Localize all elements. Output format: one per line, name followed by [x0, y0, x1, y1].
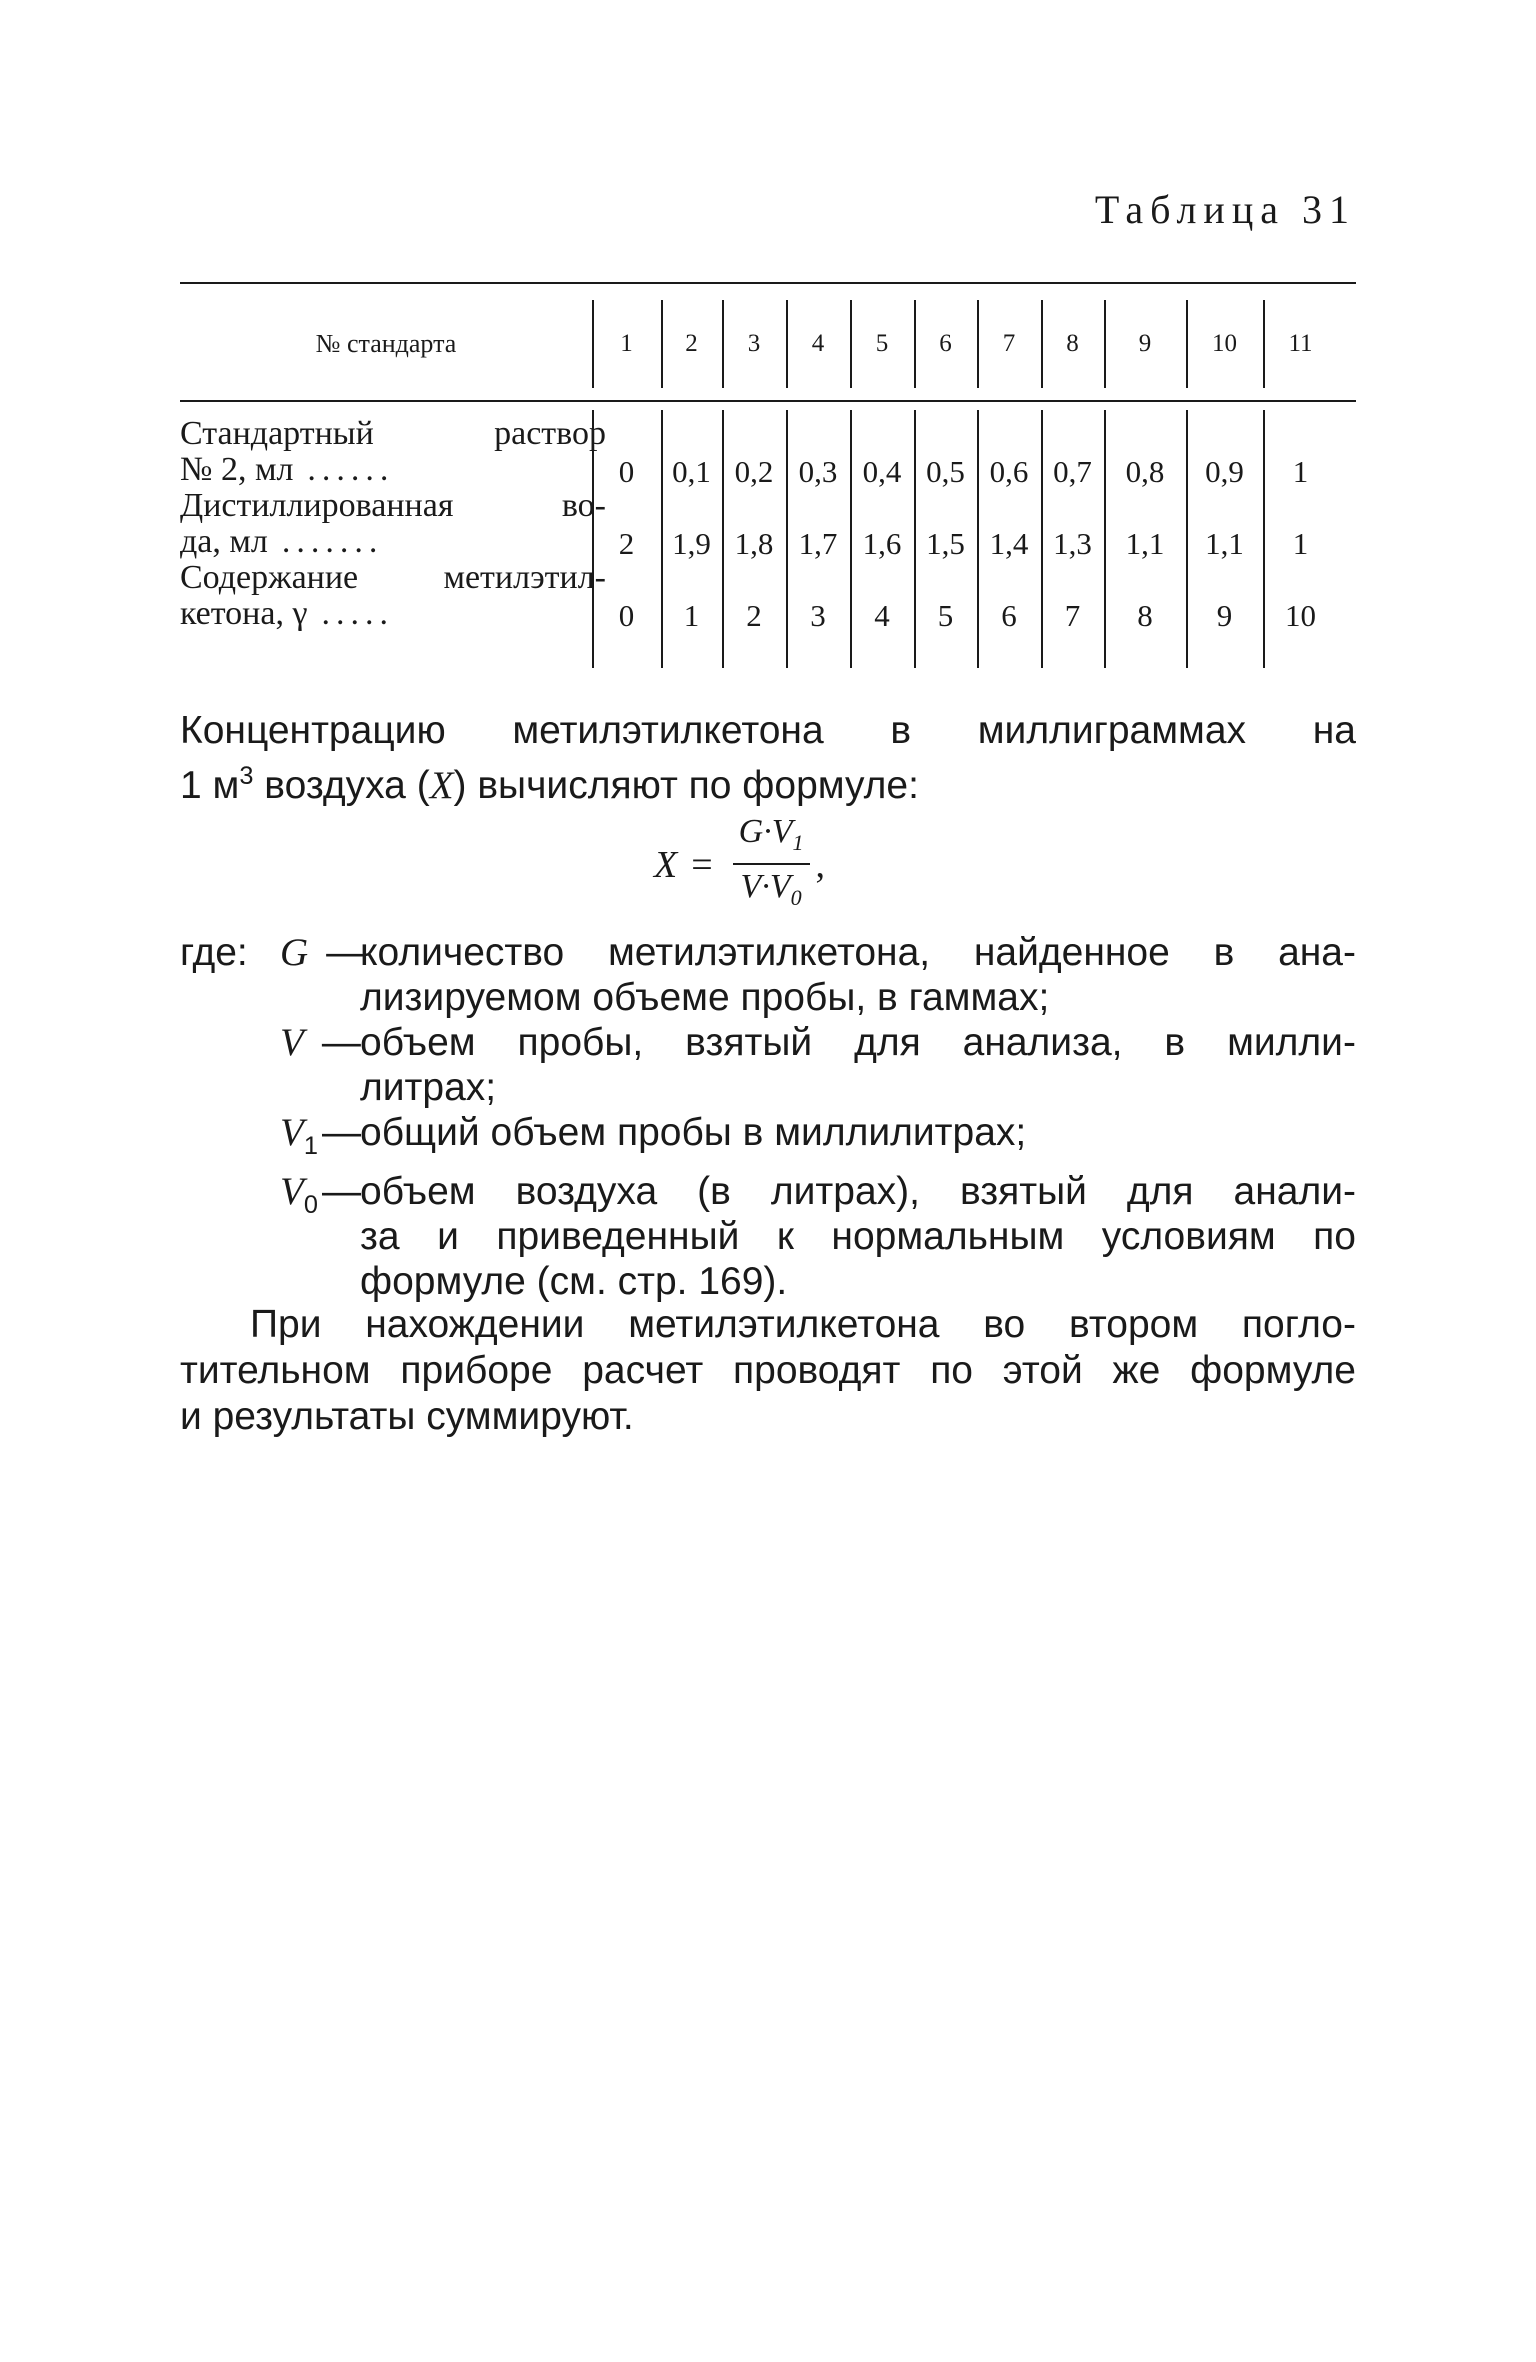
- word: в: [890, 709, 912, 752]
- table-cell: 1: [1292, 454, 1309, 489]
- word: формуле: [1190, 1349, 1356, 1392]
- definition-line: [360, 1214, 1356, 1259]
- word: к: [776, 1214, 794, 1258]
- paragraph-2-line: [180, 1302, 1356, 1347]
- table-cell: 1,9: [672, 526, 711, 561]
- table-cell: 0,6: [989, 454, 1029, 489]
- word: взятый: [685, 1021, 813, 1064]
- word: по: [930, 1349, 973, 1392]
- word: и результаты суммируют.: [180, 1395, 634, 1438]
- table-cell: 1: [683, 598, 700, 633]
- table-cell: 2: [618, 526, 635, 561]
- word: условиям: [1101, 1214, 1276, 1258]
- word: объем: [360, 1169, 476, 1213]
- definition-line: [360, 975, 1356, 1020]
- word: лизируемом объеме пробы, в гаммах;: [360, 976, 1050, 1019]
- word: метилэтилкетона: [512, 709, 824, 752]
- word: найденное: [973, 931, 1170, 974]
- definition-line: [360, 1110, 1356, 1155]
- definition-dash: —: [326, 931, 366, 974]
- table-col-header: 6: [939, 330, 952, 357]
- table-cell: 0,3: [798, 454, 838, 489]
- table-cell: 6: [1001, 598, 1017, 633]
- word: на: [1312, 709, 1356, 752]
- definition-text: [360, 930, 1356, 1020]
- table-cell: 0,8: [1125, 454, 1165, 489]
- table-row-label: [180, 416, 606, 488]
- variable-definitions: [180, 930, 1356, 1304]
- paragraph-1-line-2: 1 $м^3$ воздуха (X) вычисляют по формуле:: [180, 762, 919, 807]
- row-label-word: раствор: [494, 415, 606, 452]
- word: объем: [360, 1021, 476, 1064]
- table-row-label: [180, 560, 606, 632]
- word: анали-: [1233, 1169, 1356, 1213]
- row-label-leader: .......: [281, 524, 384, 560]
- table-cell: 8: [1137, 598, 1153, 633]
- definition-text: [360, 1110, 1356, 1169]
- word: погло-: [1241, 1303, 1356, 1346]
- definition-symbol: V: [280, 1111, 304, 1154]
- word: взятый: [959, 1169, 1087, 1213]
- formula: X = $\frac{G\cdot V_1}{V\cdot V_0}$ ,: [654, 810, 825, 920]
- table-cell: 1,1: [1125, 526, 1165, 561]
- word: расчет: [582, 1349, 704, 1392]
- word: втором: [1068, 1303, 1199, 1346]
- word: литрах),: [770, 1169, 920, 1213]
- definition-line: [360, 1020, 1356, 1065]
- table-col-header: 2: [685, 330, 698, 357]
- table-cell: 7: [1064, 598, 1081, 633]
- table-col-header: 5: [875, 330, 889, 357]
- row-label-text: кетона, γ: [180, 595, 308, 632]
- table-cell: 9: [1216, 598, 1233, 633]
- definition-line: [360, 1065, 1356, 1110]
- definition-dash: —: [321, 1021, 361, 1064]
- table-rule-header: [180, 400, 1356, 402]
- table-cell: 1,6: [862, 526, 902, 561]
- row-label-text: да, мл: [180, 523, 268, 560]
- definition-symbol: V: [280, 1169, 304, 1213]
- word: воздуха: [515, 1169, 658, 1213]
- table-cell: 1,4: [989, 526, 1029, 561]
- table-cell: 1,3: [1053, 526, 1092, 561]
- table-col-header: 3: [747, 330, 761, 357]
- table-cell: 10: [1285, 598, 1316, 633]
- table-cell: 4: [874, 598, 890, 633]
- row-label-leader: .....: [321, 596, 394, 632]
- definition-dash: —: [321, 1111, 361, 1154]
- row-label-word: метилэтил-: [443, 559, 606, 596]
- word: в: [1164, 1021, 1186, 1064]
- word: ана-: [1278, 931, 1356, 974]
- word: нахождении: [365, 1303, 585, 1346]
- word: нормальным: [831, 1214, 1065, 1258]
- word: Концентрацию: [180, 709, 446, 752]
- formula-fraction: $\frac{G\cdot V_1}{V\cdot V_0}$: [731, 812, 812, 918]
- table-cell: 1,8: [734, 526, 774, 561]
- table-col-header: 7: [1002, 330, 1016, 357]
- word: приборе: [400, 1349, 553, 1392]
- table-cell: 0,2: [734, 454, 774, 489]
- word: приведенный: [496, 1214, 740, 1258]
- where-label: где:: [180, 931, 248, 974]
- table-caption: Таблица 31: [1094, 187, 1356, 232]
- table-cell: 1,1: [1205, 526, 1244, 561]
- definition-subscript: 0: [303, 1190, 318, 1219]
- word: При: [250, 1303, 322, 1346]
- row-label-word: Содержание: [180, 559, 359, 596]
- definition-row: [180, 1020, 1356, 1110]
- definition-line: [360, 930, 1356, 975]
- table-cell: 1,7: [798, 526, 838, 561]
- row-label-word: Дистиллированная: [180, 487, 454, 524]
- word: в: [1213, 931, 1235, 974]
- table-cell: 5: [937, 598, 954, 633]
- standards-table: [180, 282, 1356, 674]
- word: этой: [1002, 1349, 1083, 1392]
- table-col-header: 1: [620, 330, 633, 357]
- table-cell: 0,7: [1053, 454, 1092, 489]
- word: (в: [697, 1169, 731, 1213]
- word: тительном: [180, 1349, 371, 1392]
- table-cell: 0,1: [672, 454, 711, 489]
- definition-row: [180, 1169, 1356, 1304]
- word: по: [1313, 1214, 1356, 1258]
- word: и: [437, 1214, 459, 1258]
- row-label-leader: ......: [307, 452, 395, 488]
- table-rule-top: [180, 282, 1356, 284]
- table-cell: 1: [1292, 526, 1309, 561]
- definition-key: [180, 930, 366, 1020]
- word: метилэтилкетона,: [607, 931, 931, 974]
- table-cell: 1,5: [926, 526, 965, 561]
- definition-text: [360, 1169, 1356, 1304]
- definition-text: [360, 1020, 1356, 1110]
- row-label-word: во-: [561, 487, 606, 524]
- table-col-header: 11: [1288, 330, 1313, 357]
- word: проводят: [733, 1349, 901, 1392]
- paragraph-1-line-1: [180, 708, 1356, 753]
- definition-row: [180, 930, 1356, 1020]
- word: милли-: [1227, 1021, 1356, 1064]
- word: во: [983, 1303, 1026, 1346]
- word: метилэтилкетона: [628, 1303, 940, 1346]
- definition-symbol: G: [280, 931, 309, 974]
- table-col-header: 8: [1066, 330, 1079, 357]
- definition-key: [180, 1020, 360, 1110]
- table-cell: 0: [618, 454, 635, 489]
- table-cell: 0: [618, 598, 635, 633]
- table-col-header: 4: [811, 330, 825, 357]
- table-cell: 0,5: [926, 454, 965, 489]
- definition-subscript: 1: [303, 1131, 318, 1160]
- word: же: [1112, 1349, 1161, 1392]
- word: миллиграммах: [977, 709, 1247, 752]
- word: для: [1126, 1169, 1194, 1213]
- definition-line: [360, 1259, 1356, 1304]
- word: количество: [360, 931, 565, 974]
- definition-line: [360, 1169, 1356, 1214]
- definition-dash: —: [321, 1169, 361, 1213]
- table-stub-header: № стандарта: [315, 329, 457, 358]
- paragraph-2-line: [180, 1348, 1356, 1393]
- table-cell: 3: [810, 598, 826, 633]
- word: пробы,: [517, 1021, 644, 1064]
- row-label-text: № 2, мл: [180, 451, 294, 488]
- table-row-label: [180, 488, 606, 560]
- table-col-header: 9: [1138, 330, 1152, 357]
- word: за: [360, 1214, 400, 1258]
- row-label-word: Стандартный: [180, 415, 374, 452]
- definition-symbol: V: [280, 1021, 304, 1064]
- table-cell: 0,9: [1205, 454, 1244, 489]
- word: общий объем пробы в миллилитрах;: [360, 1111, 1027, 1154]
- table-cell: 2: [746, 598, 762, 633]
- word: анализа,: [962, 1021, 1123, 1064]
- paragraph-2-line: [180, 1394, 1356, 1439]
- word: для: [854, 1021, 921, 1064]
- word: литрах;: [360, 1066, 497, 1109]
- definition-key: [180, 1110, 360, 1169]
- word: формуле (см. стр. 169).: [360, 1259, 788, 1303]
- definition-key: [180, 1169, 360, 1304]
- table-col-header: 10: [1212, 330, 1237, 357]
- table-cell: 0,4: [862, 454, 902, 489]
- definition-row: [180, 1110, 1356, 1169]
